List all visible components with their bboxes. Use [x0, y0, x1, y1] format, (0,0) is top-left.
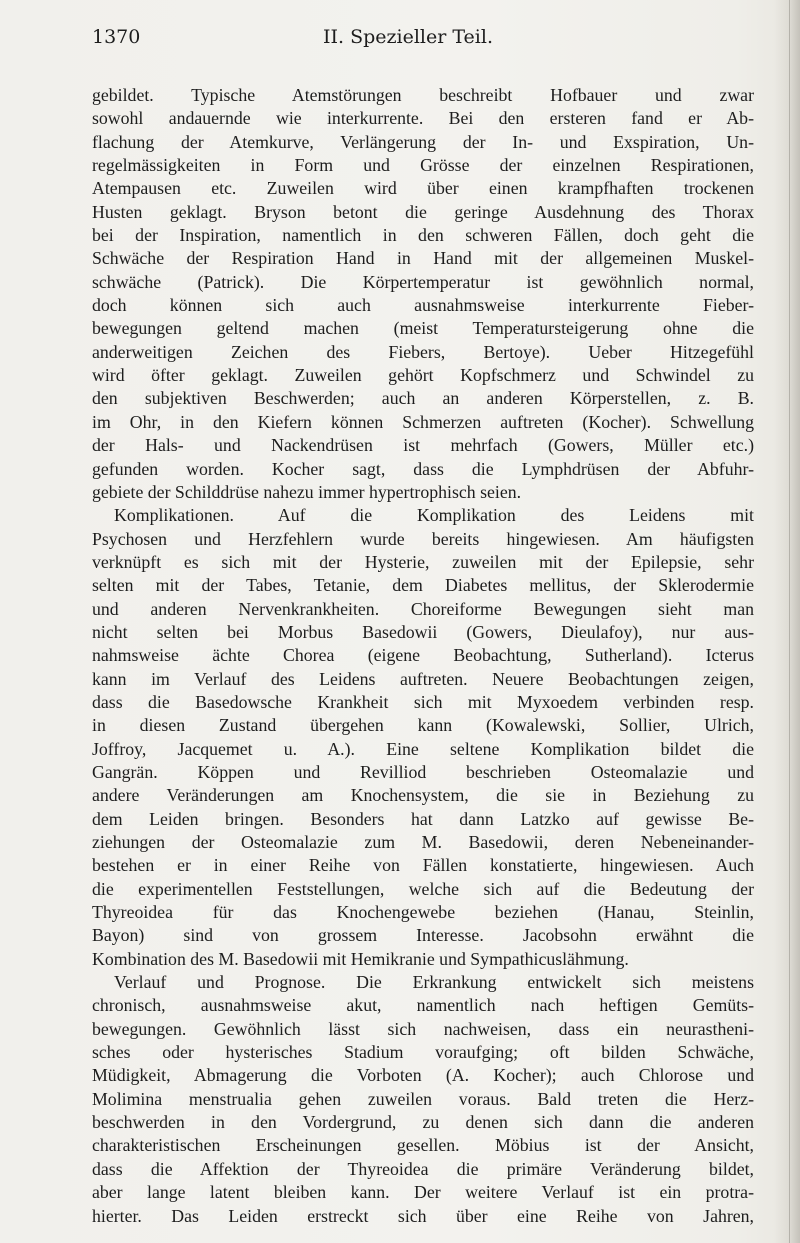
text-line: anderweitigen Zeichen des Fiebers, Bertoye). Ueber Hitzegefühl: [92, 341, 754, 362]
text-line: gebildet. Typische Atemstörungen beschreibt Hofbauer und zwar: [92, 85, 754, 105]
text-line: Schwäche der Respiration Hand in Hand mit der allgemeinen Muskel-: [92, 248, 754, 269]
text-line: dass die Affektion der Thyreoidea die primäre Veränderung bildet,: [92, 1158, 754, 1179]
text-line: doch können sich auch ausnahmsweise interkurrente Fieber-: [92, 295, 754, 316]
text-line: charakteristischen Erscheinungen gesellen. Möbius ist der Ansicht,: [92, 1135, 754, 1156]
text-line: der Hals- und Nackendrüsen ist mehrfach (Gowers, Müller etc.): [92, 435, 754, 456]
text-line: hierter. Das Leiden erstreckt sich über eine Reihe von Jahren,: [92, 1205, 754, 1226]
text-line: und anderen Nervenkrankheiten. Choreiforme Bewegungen sieht man: [92, 598, 754, 619]
text-line: dass die Basedowsche Krankheit sich mit Myxoedem verbinden resp.: [92, 691, 754, 712]
text-line: gefunden worden. Kocher sagt, dass die Lymphdrüsen der Abfuhr-: [92, 458, 754, 479]
text-line: dem Leiden bringen. Besonders hat dann Latzko auf gewisse Be-: [92, 808, 754, 829]
text-line: Psychosen und Herzfehlern wurde bereits hingewiesen. Am häufigsten: [92, 528, 754, 549]
text-line: Bayon) sind von grossem Interesse. Jacobsohn erwähnt die: [92, 925, 754, 946]
text-line: Kombination des M. Basedowii mit Hemikranie und Sympathicuslähmung.: [92, 948, 629, 969]
paragraph-symptoms: [92, 84, 754, 504]
text-line: die experimentellen Feststellungen, welche sich auf die Bedeutung der: [92, 878, 754, 899]
text-line: Husten geklagt. Bryson betont die geringe Ausdehnung des Thorax: [92, 201, 754, 222]
text-line: gebiete der Schilddrüse nahezu immer hypertrophisch seien.: [92, 481, 522, 502]
text-line: kann im Verlauf des Leidens auftreten. Neuere Beobachtungen zeigen,: [92, 668, 754, 689]
text-line: bewegungen geltend machen (meist Temperatursteigerung ohne die: [92, 318, 754, 339]
text-line: verknüpft es sich mit der Hysterie, zuweilen mit der Epilepsie, sehr: [92, 551, 754, 572]
text-line: Molimina menstrualia gehen zuweilen voraus. Bald treten die Herz-: [92, 1088, 754, 1109]
text-line: Joffroy, Jacquemet u. A.). Eine seltene Komplikation bildet die: [92, 738, 754, 759]
text-line: schwäche (Patrick). Die Körpertemperatur ist gewöhnlich normal,: [92, 271, 754, 292]
text-line: Verlauf und Prognose. Die Erkrankung entwickelt sich meistens: [114, 972, 754, 993]
paragraph-complications: [92, 504, 754, 971]
text-line: Thyreoidea für das Knochengewebe beziehen (Hanau, Steinlin,: [92, 902, 754, 923]
text-line: Gangrän. Köppen und Revilliod beschrieben Osteomalazie und: [92, 761, 754, 782]
text-line: im Ohr, in den Kiefern können Schmerzen auftreten (Kocher). Schwellung: [92, 411, 754, 432]
text-line: ziehungen der Osteomalazie zum M. Basedowii, deren Nebeneinander-: [92, 832, 754, 852]
body-text: [92, 84, 754, 1228]
text-line: sches oder hysterisches Stadium voraufging; oft bilden Schwäche,: [92, 1042, 754, 1063]
text-line: den subjektiven Beschwerden; auch an anderen Körperstellen, z. B.: [92, 388, 754, 409]
text-line: bei der Inspiration, namentlich in den schweren Fällen, doch geht die: [92, 225, 754, 246]
text-line: nahmsweise ächte Chorea (eigene Beobachtung, Sutherland). Icterus: [92, 645, 754, 666]
text-line: flachung der Atemkurve, Verlängerung der In- und Exspiration, Un-: [92, 131, 754, 152]
text-line: selten mit der Tabes, Tetanie, dem Diabetes mellitus, der Sklerodermie: [92, 575, 754, 596]
page-number: 1370: [92, 26, 141, 48]
text-line: bewegungen. Gewöhnlich lässt sich nachweisen, dass ein neurastheni-: [92, 1018, 754, 1039]
page-edge-line: [789, 0, 790, 1243]
page-edge-shadow: [774, 0, 800, 1243]
text-line: beschwerden in den Vordergrund, zu denen sich dann die anderen: [92, 1112, 754, 1133]
text-line: Komplikationen. Auf die Komplikation des Leidens mit: [114, 505, 754, 526]
text-line: chronisch, ausnahmsweise akut, namentlich nach heftigen Gemüts-: [92, 995, 754, 1016]
text-line: aber lange latent bleiben kann. Der weitere Verlauf ist ein protra-: [92, 1182, 754, 1203]
text-line: regelmässigkeiten in Form und Grösse der einzelnen Respirationen,: [92, 155, 754, 176]
text-line: Müdigkeit, Abmagerung die Vorboten (A. Kocher); auch Chlorose und: [92, 1065, 754, 1086]
text-line: andere Veränderungen am Knochensystem, die sie in Beziehung zu: [92, 785, 754, 806]
text-line: nicht selten bei Morbus Basedowii (Gowers, Dieulafoy), nur aus-: [92, 621, 754, 642]
text-line: wird öfter geklagt. Zuweilen gehört Kopfschmerz und Schwindel zu: [92, 365, 754, 386]
text-line: sowohl andauernde wie interkurrente. Bei den ersteren fand er Ab-: [92, 108, 754, 129]
paragraph-course-prognosis: [92, 971, 754, 1228]
running-head: II. Spezieller Teil.: [323, 26, 493, 48]
text-line: in diesen Zustand übergehen kann (Kowalewski, Sollier, Ulrich,: [92, 715, 754, 736]
text-line: Atempausen etc. Zuweilen wird über einen krampfhaften trockenen: [92, 178, 754, 199]
page-header: [62, 26, 754, 56]
text-line: bestehen er in einer Reihe von Fällen konstatierte, hingewiesen. Auch: [92, 855, 754, 876]
